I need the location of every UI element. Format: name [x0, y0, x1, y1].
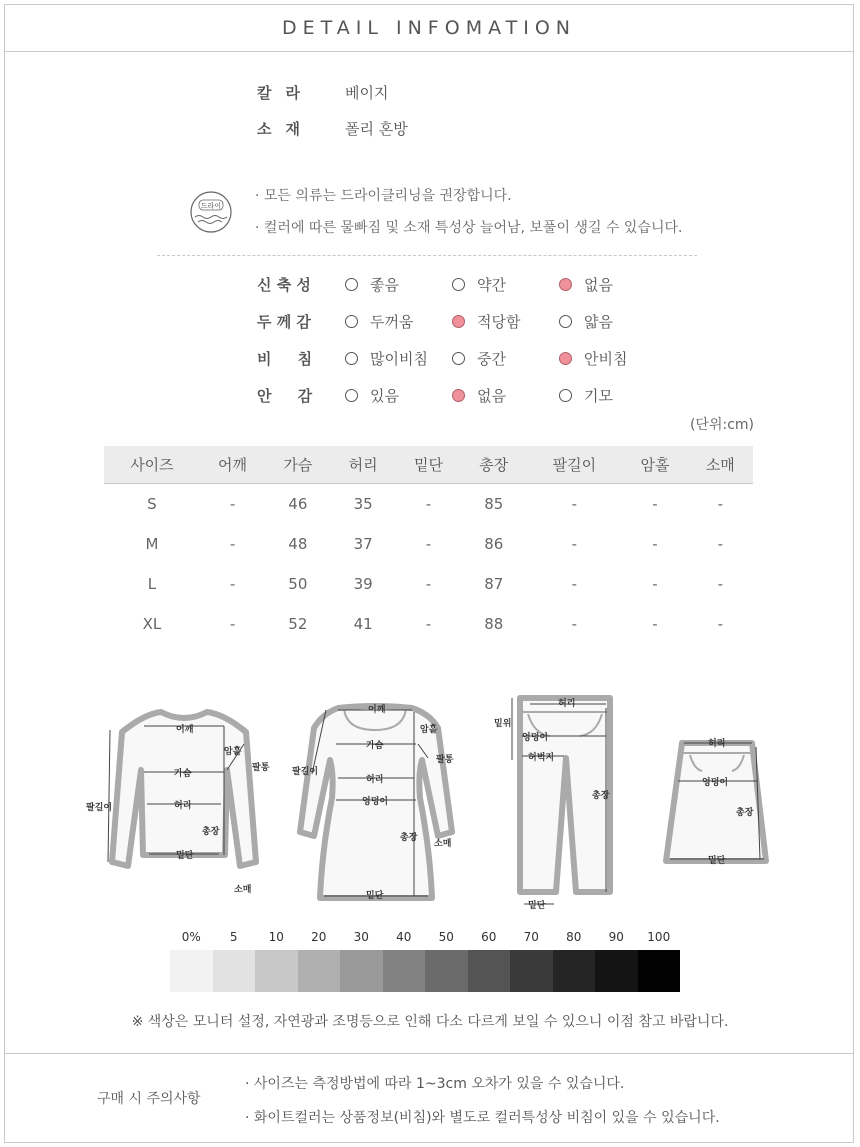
top-waist-label: 허리	[174, 801, 192, 811]
table-cell: 41	[353, 615, 373, 633]
dress-waist-label: 허리	[366, 775, 384, 785]
table-row	[104, 524, 753, 564]
column-header: 암홀	[622, 446, 687, 484]
table-cell: -	[652, 495, 658, 513]
table-cell: 35	[353, 495, 373, 513]
table-cell: 46	[288, 495, 308, 513]
selected-dot-icon	[559, 278, 572, 291]
empty-dot-icon	[452, 352, 465, 365]
attribute-option	[345, 348, 428, 369]
attribute-option	[345, 274, 399, 295]
shade-swatch	[595, 950, 638, 992]
attribute-label: 비 침	[257, 350, 313, 368]
material-label: 소재	[257, 120, 314, 138]
attribute-option-label: 없음	[477, 387, 506, 405]
top-diagram	[84, 700, 284, 900]
table-cell: -	[571, 575, 578, 593]
color-label: 칼라	[257, 84, 314, 102]
attribute-option-label: 약간	[477, 276, 506, 294]
pants-rise-label: 밑위	[494, 719, 512, 729]
shade-swatch	[170, 950, 213, 992]
column-header: 팔길이	[526, 446, 622, 484]
attribute-option	[345, 311, 413, 332]
table-cell: -	[652, 575, 658, 593]
empty-dot-icon	[345, 278, 358, 291]
table-cell: -	[652, 535, 658, 553]
dry-clean-icon	[189, 190, 233, 234]
attribute-option	[559, 385, 613, 406]
column-header: 밑단	[396, 446, 461, 484]
shade-swatch	[425, 950, 468, 992]
table-cell: -	[571, 495, 578, 513]
table-row	[104, 484, 753, 525]
table-cell: L	[147, 575, 157, 593]
table-cell: -	[571, 535, 578, 553]
empty-dot-icon	[559, 389, 572, 402]
table-cell: 86	[484, 535, 504, 553]
table-cell: -	[425, 615, 432, 633]
attribute-option-label: 많이비침	[370, 350, 428, 368]
empty-dot-icon	[345, 389, 358, 402]
table-cell: -	[717, 535, 724, 553]
attribute-option-label: 안비침	[584, 350, 628, 368]
selected-dot-icon	[452, 389, 465, 402]
table-cell: M	[145, 535, 159, 553]
dress-shoulder-label: 어깨	[368, 705, 386, 715]
pants-thigh-label: 허벅지	[528, 753, 555, 763]
shade-swatch	[213, 950, 256, 992]
material-row	[257, 118, 408, 139]
dress-chest-label: 가슴	[366, 741, 384, 751]
attribute-option	[559, 311, 613, 332]
page-title: DETAIL INFOMATION	[4, 4, 854, 52]
column-header: 어깨	[200, 446, 265, 484]
dress-length-label: 총장	[400, 833, 418, 843]
top-armhole-label: 암홀	[224, 747, 242, 757]
attribute-label: 두 께 감	[257, 313, 311, 331]
table-row	[104, 604, 753, 644]
skirt-hem-label: 밑단	[708, 856, 726, 866]
dress-hip-label: 엉덩이	[362, 797, 389, 807]
pants-hip-label: 엉덩이	[522, 733, 549, 743]
column-header: 가슴	[265, 446, 330, 484]
shade-swatch	[383, 950, 426, 992]
table-cell: -	[425, 575, 432, 593]
dress-hem-label: 밑단	[366, 891, 384, 901]
top-hem-label: 밑단	[176, 851, 194, 861]
shade-label: 60	[481, 930, 497, 944]
dress-diagram	[290, 700, 460, 910]
skirt-waist-label: 허리	[708, 739, 726, 749]
dry-clean-icon-text: 드라이	[200, 202, 222, 210]
divider	[157, 255, 697, 256]
skirt-length-label: 총장	[736, 808, 754, 818]
shade-label: 100	[647, 930, 671, 944]
shade-swatch	[638, 950, 681, 992]
table-cell: 50	[288, 575, 308, 593]
top-chest-label: 가슴	[174, 769, 192, 779]
shade-swatch	[468, 950, 511, 992]
table-cell: -	[229, 615, 236, 633]
table-cell: 48	[288, 535, 308, 553]
dress-armhole-label: 암홀	[420, 725, 438, 735]
attribute-label: 신 축 성	[257, 276, 311, 294]
shade-label: 40	[396, 930, 412, 944]
shade-swatch	[255, 950, 298, 992]
table-cell: 85	[484, 495, 504, 513]
pants-length-label: 총장	[592, 791, 610, 801]
attribute-option-label: 있음	[370, 387, 399, 405]
table-cell: -	[229, 575, 236, 593]
table-cell: 88	[484, 615, 504, 633]
shade-swatch	[340, 950, 383, 992]
shade-label: 30	[353, 930, 369, 944]
table-cell: -	[717, 575, 724, 593]
attribute-option-label: 중간	[477, 350, 506, 368]
attribute-option-label: 없음	[584, 276, 613, 294]
shade-scale-swatches	[170, 950, 680, 992]
skirt-diagram	[660, 735, 775, 875]
top-sleeve-width-label: 팔통	[252, 763, 270, 773]
table-header-row	[104, 446, 753, 484]
color-value: 베이지	[345, 84, 389, 102]
shade-scale-labels	[170, 930, 680, 948]
attribute-option-label: 기모	[584, 387, 613, 405]
attribute-option-label: 얇음	[584, 313, 613, 331]
purchase-notes-title: 구매 시 주의사항	[97, 1091, 201, 1107]
size-table	[104, 446, 753, 644]
dress-arm-length-label: 팔길이	[292, 767, 319, 777]
shade-swatch	[510, 950, 553, 992]
table-cell: 39	[353, 575, 373, 593]
table-cell: 37	[353, 535, 373, 553]
care-note-1: · 모든 의류는 드라이클리닝을 권장합니다.	[255, 188, 512, 204]
attribute-label: 안 감	[257, 387, 313, 405]
care-note-2: · 컬러에 따른 물빠짐 및 소재 특성상 늘어남, 보풀이 생길 수 있습니다.	[255, 220, 683, 236]
selected-dot-icon	[452, 315, 465, 328]
shade-swatch	[298, 950, 341, 992]
pants-diagram	[488, 690, 623, 915]
attribute-option	[559, 274, 613, 295]
table-cell: -	[229, 535, 236, 553]
top-length-label: 총장	[202, 827, 220, 837]
table-cell: -	[652, 615, 658, 633]
shade-label: 5	[229, 930, 238, 944]
attribute-option	[345, 385, 399, 406]
column-header: 사이즈	[104, 446, 200, 484]
table-cell: 87	[484, 575, 504, 593]
attribute-option	[452, 274, 506, 295]
shade-label: 10	[268, 930, 284, 944]
attribute-option-label: 좋음	[370, 276, 399, 294]
table-cell: -	[717, 615, 724, 633]
dress-cuff-label: 소매	[434, 839, 452, 849]
attribute-option-label: 적당함	[477, 313, 521, 331]
shade-label: 90	[608, 930, 624, 944]
top-cuff-label: 소매	[234, 885, 252, 895]
table-cell: -	[717, 495, 724, 513]
shade-swatch	[553, 950, 596, 992]
table-cell: XL	[142, 615, 162, 633]
table-row	[104, 564, 753, 604]
skirt-hip-label: 엉덩이	[702, 778, 729, 788]
table-cell: -	[571, 615, 578, 633]
table-cell: -	[425, 495, 432, 513]
shade-label: 20	[311, 930, 327, 944]
shade-label: 0%	[181, 930, 201, 944]
table-cell: S	[147, 495, 157, 513]
shade-label: 80	[566, 930, 582, 944]
table-cell: -	[425, 535, 432, 553]
attribute-option	[452, 348, 506, 369]
material-value: 폴리 혼방	[345, 120, 408, 138]
color-notice: ※ 색상은 모니터 설정, 자연광과 조명등으로 인해 다소 다르게 보일 수 있으니 이점 참고 바랍니다.	[131, 1014, 729, 1030]
column-header: 소매	[688, 446, 753, 484]
dress-sleeve-width-label: 팔통	[436, 755, 454, 765]
shade-label: 70	[523, 930, 539, 944]
table-cell: 52	[288, 615, 308, 633]
top-arm-length-label: 팔길이	[86, 803, 113, 813]
attribute-option	[452, 311, 520, 332]
attribute-option	[452, 385, 506, 406]
attribute-option	[559, 348, 627, 369]
pants-waist-label: 허리	[558, 699, 576, 709]
attribute-option-label: 두꺼움	[370, 313, 414, 331]
empty-dot-icon	[452, 278, 465, 291]
shade-label: 50	[438, 930, 454, 944]
color-row	[257, 82, 388, 103]
empty-dot-icon	[559, 315, 572, 328]
selected-dot-icon	[559, 352, 572, 365]
empty-dot-icon	[345, 352, 358, 365]
purchase-note-1: · 사이즈는 측정방법에 따라 1~3cm 오차가 있을 수 있습니다.	[245, 1076, 625, 1092]
unit-label: (단위:cm)	[689, 417, 754, 433]
column-header: 허리	[331, 446, 396, 484]
table-cell: -	[229, 495, 236, 513]
column-header: 총장	[461, 446, 526, 484]
purchase-note-2: · 화이트컬러는 상품정보(비침)와 별도로 컬러특성상 비침이 있을 수 있습니다.	[245, 1110, 720, 1126]
top-shoulder-label: 어깨	[176, 725, 194, 735]
pants-hem-label: 밑단	[528, 901, 546, 911]
empty-dot-icon	[345, 315, 358, 328]
